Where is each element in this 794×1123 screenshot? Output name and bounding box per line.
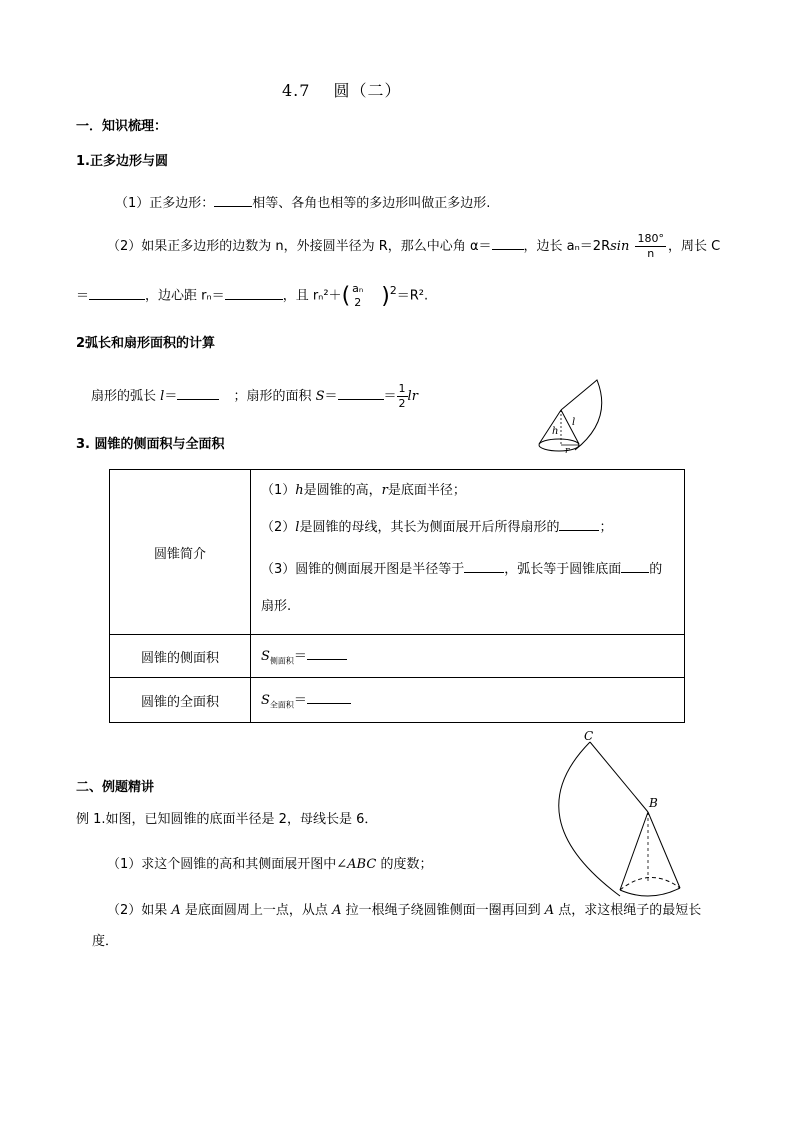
- area-eq2: ＝: [383, 389, 397, 404]
- l2a: （2）: [261, 520, 296, 535]
- example-cone-figure: [540, 728, 690, 903]
- item2-e: ，边心距 rₙ＝: [145, 288, 225, 304]
- l1r: r: [381, 483, 388, 498]
- lateral-sub: 侧面积: [269, 656, 294, 666]
- lateral-eq: ＝: [293, 649, 307, 665]
- l3a: （3）圆锥的侧面展开图是半径等于: [261, 562, 465, 577]
- intro-line4: [261, 591, 684, 629]
- example-1: 例 1.如图，已知圆锥的底面半径是 2，母线长是 6．: [76, 812, 378, 827]
- l2b: 是圆锥的母线，其长为侧面展开后所得扇形的: [299, 520, 560, 535]
- question-2-line1: [107, 899, 701, 918]
- table-row-lateral: [110, 635, 685, 678]
- item2-h: ＝R².: [396, 288, 429, 304]
- fraction-half: [397, 382, 408, 411]
- item1-prefix: （1）正多边形：: [115, 196, 215, 211]
- frac2-num: aₙ: [352, 282, 364, 295]
- item1-suffix: 相等、各角也相等的多边形叫做正多边形.: [252, 196, 491, 211]
- fig1-label-h: h: [552, 426, 559, 437]
- blank-table-2: [464, 560, 504, 573]
- l1a: （1）: [261, 483, 296, 498]
- blank-perimeter: [89, 287, 145, 300]
- total-sub: 全面积: [269, 700, 294, 710]
- sub1-item1: [115, 192, 490, 211]
- cell-lateral-content: [251, 635, 685, 678]
- cell-lateral-label: 圆锥的侧面积: [110, 635, 251, 678]
- question-2-line2: 度．: [92, 934, 119, 949]
- total-s: S: [261, 693, 270, 709]
- l3c: 的: [649, 562, 663, 577]
- paren-right: ): [381, 283, 390, 309]
- blank-1: [214, 194, 252, 207]
- cone-sector-figure: [535, 380, 610, 455]
- item2-g: 2: [389, 284, 397, 298]
- blank-table-1: [559, 518, 599, 531]
- frac-den: n: [647, 247, 655, 260]
- section2-heading: 二、例题精讲: [76, 780, 155, 795]
- area-eq: ＝: [324, 389, 338, 404]
- q2-A2: A: [332, 903, 342, 918]
- sub1-item2-line2: [76, 282, 428, 310]
- blank-total: [307, 691, 351, 704]
- blank-lateral: [307, 647, 347, 660]
- intro-line2: [261, 507, 684, 549]
- blank-table-3: [621, 560, 649, 573]
- arc-label: 扇形的弧长: [91, 389, 161, 404]
- table-row-intro: [110, 470, 685, 635]
- section1-heading: 一．知识梳理：: [76, 119, 168, 134]
- l1c: 是底面半径；: [387, 483, 466, 498]
- half-num: 1: [398, 382, 406, 395]
- q1-angle: ∠ABC: [336, 857, 377, 872]
- blank-alpha: [492, 237, 524, 250]
- sub1-heading: 1.正多边形与圆: [76, 154, 168, 169]
- intro-line3: [261, 549, 684, 591]
- q2-A3: A: [544, 903, 555, 918]
- arc-eq: ＝: [164, 389, 178, 404]
- cell-intro-label: 圆锥简介: [110, 470, 251, 635]
- blank-apothem: [225, 287, 283, 300]
- item2-c: ，周长 C: [667, 239, 721, 254]
- item2-sin: sin: [610, 239, 630, 254]
- paren-left: (: [341, 283, 351, 309]
- blank-area: [338, 387, 384, 400]
- cone-table: [109, 469, 685, 723]
- sub2-heading: 2弧长和扇形面积的计算: [76, 336, 216, 351]
- fig2-label-C: C: [584, 729, 594, 743]
- item2-a: （2）如果正多边形的边数为 n，外接圆半径为 R，那么中心角 α＝: [107, 239, 492, 254]
- l4: 扇形.: [261, 599, 292, 614]
- cell-total-content: [251, 678, 685, 723]
- area-var: S: [315, 389, 325, 404]
- l2l: l: [295, 520, 300, 535]
- cell-total-label: 圆锥的全面积: [110, 678, 251, 723]
- arc-var: l: [160, 389, 165, 404]
- blank-arc: [177, 387, 219, 400]
- area-tail: lr: [407, 389, 418, 404]
- lateral-s: S: [261, 649, 270, 665]
- l1h: h: [295, 483, 304, 498]
- q2b: 是底面圆周上一点，从点: [180, 903, 333, 918]
- q1b: 的度数；: [376, 857, 433, 872]
- total-eq: ＝: [293, 693, 307, 709]
- item2-d: ＝: [76, 288, 90, 304]
- l2c: ；: [599, 520, 613, 535]
- fig1-label-l: l: [572, 417, 576, 428]
- fig2-label-B: B: [649, 796, 658, 810]
- q1a: （1）求这个圆锥的高和其侧面展开图中: [107, 857, 337, 872]
- q2-A1: A: [171, 903, 181, 918]
- area-label: ；扇形的面积: [233, 389, 316, 404]
- cell-intro-content: [251, 470, 685, 635]
- fraction-180-n: [635, 232, 666, 261]
- fraction-a-2: [350, 282, 365, 310]
- sub1-item2-line1: [107, 232, 720, 261]
- intro-line1: [261, 475, 684, 507]
- q2d: 点，求这根绳子的最短长: [554, 903, 702, 918]
- q2a: （2）如果: [107, 903, 172, 918]
- item2-b: ，边长 aₙ＝2R: [523, 239, 611, 254]
- question-1: [107, 853, 432, 872]
- frac-num: 180°: [637, 232, 664, 245]
- sub3-heading: 3. 圆锥的侧面积与全面积: [76, 437, 225, 452]
- sub2-formulas: [91, 382, 418, 411]
- l3b: ，弧长等于圆锥底面: [504, 562, 622, 577]
- frac2-den: 2: [354, 296, 362, 309]
- page-title: 4.7 圆（二）: [282, 81, 402, 100]
- l1b: 是圆锥的高，: [303, 483, 382, 498]
- q2c: 拉一根绳子绕圆锥侧面一圈再回到: [341, 903, 545, 918]
- item2-f: ，且 rₙ²＋: [282, 288, 342, 304]
- fig1-label-r: r: [565, 446, 570, 456]
- half-den: 2: [398, 397, 406, 410]
- table-row-total: [110, 678, 685, 723]
